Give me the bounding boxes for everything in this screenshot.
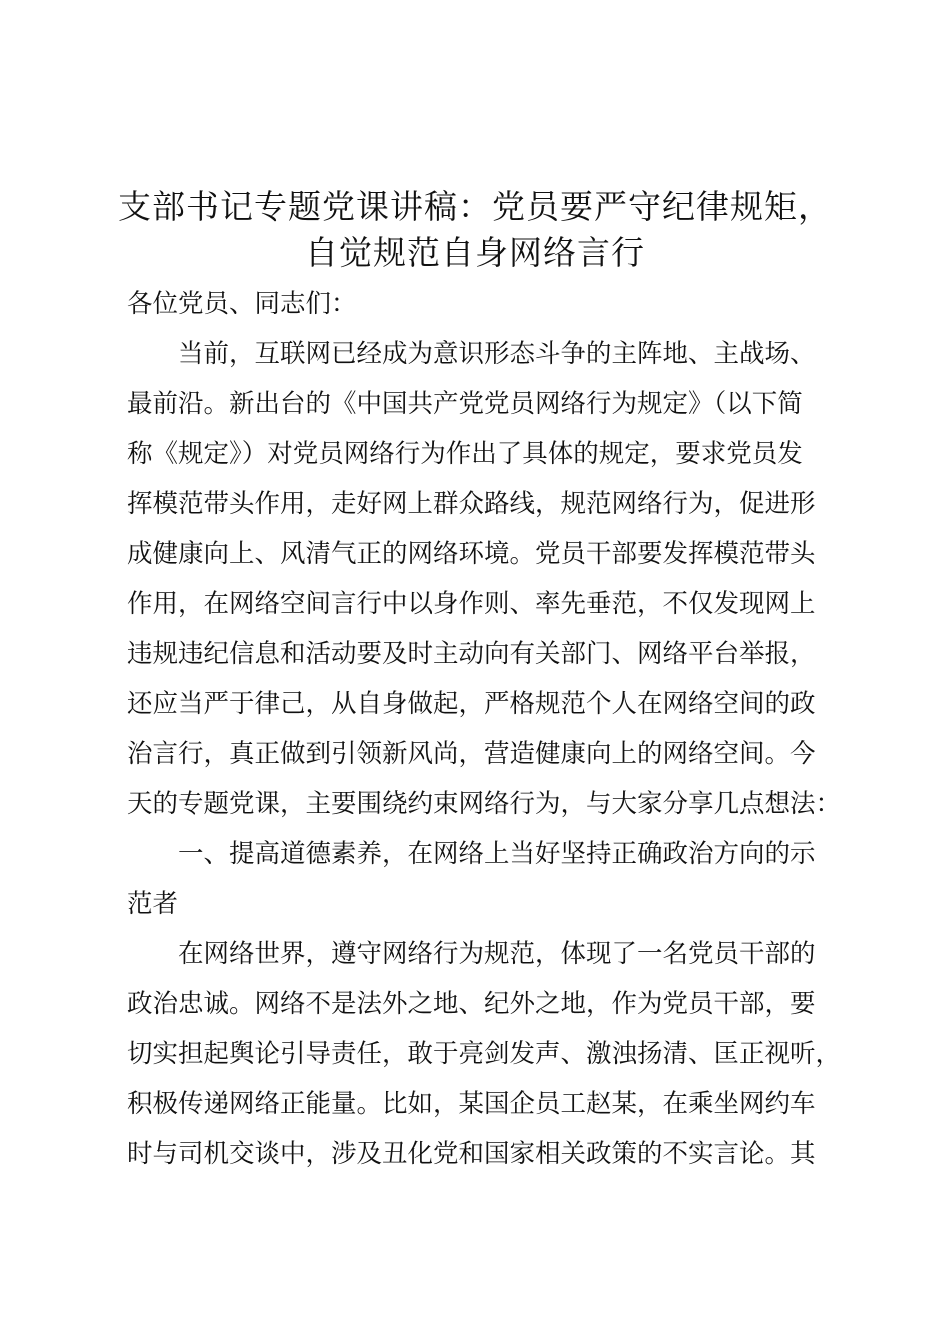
paragraph-line: 还应当严于律己，从自身做起，严格规范个人在网络空间的政 [127,689,816,719]
paragraph-line: 政治忠诚。网络不是法外之地、纪外之地，作为党员干部，要 [127,989,816,1019]
paragraph-line: 当前，互联网已经成为意识形态斗争的主阵地、主战场、 [178,339,816,369]
paragraph-line: 积极传递网络正能量。比如，某国企员工赵某，在乘坐网约车 [127,1089,816,1119]
paragraph-line: 称《规定》）对党员网络行为作出了具体的规定，要求党员发 [127,439,803,469]
paragraph-line: 时与司机交谈中，涉及丑化党和国家相关政策的不实言论。其 [127,1139,816,1169]
document-title-line-2: 自觉规范自身网络言行 [305,233,645,272]
paragraph-line: 最前沿。新出台的《中国共产党党员网络行为规定》（以下简 [127,389,803,419]
paragraph-line: 成健康向上、风清气正的网络环境。党员干部要发挥模范带头 [127,539,816,569]
paragraph-line: 天的专题党课，主要围绕约束网络行为，与大家分享几点想法： [127,789,842,819]
document-title-line-1: 支部书记专题党课讲稿：党员要严守纪律规矩， [118,187,832,226]
paragraph-line: 挥模范带头作用，走好网上群众路线，规范网络行为，促进形 [127,489,816,519]
paragraph-line: 作用，在网络空间言行中以身作则、率先垂范，不仅发现网上 [127,589,816,619]
section-heading-line: 一、提高道德素养，在网络上当好坚持正确政治方向的示 [178,839,816,869]
paragraph-line: 切实担起舆论引导责任，敢于亮剑发声、激浊扬清、匡正视听， [127,1039,842,1069]
paragraph-line: 在网络世界，遵守网络行为规范，体现了一名党员干部的 [178,939,816,969]
paragraph-line: 违规违纪信息和活动要及时主动向有关部门、网络平台举报， [127,639,816,669]
salutation: 各位党员、同志们： [127,289,357,319]
section-heading-line: 范者 [127,889,179,919]
paragraph-line: 治言行，真正做到引领新风尚，营造健康向上的网络空间。今 [127,739,816,769]
